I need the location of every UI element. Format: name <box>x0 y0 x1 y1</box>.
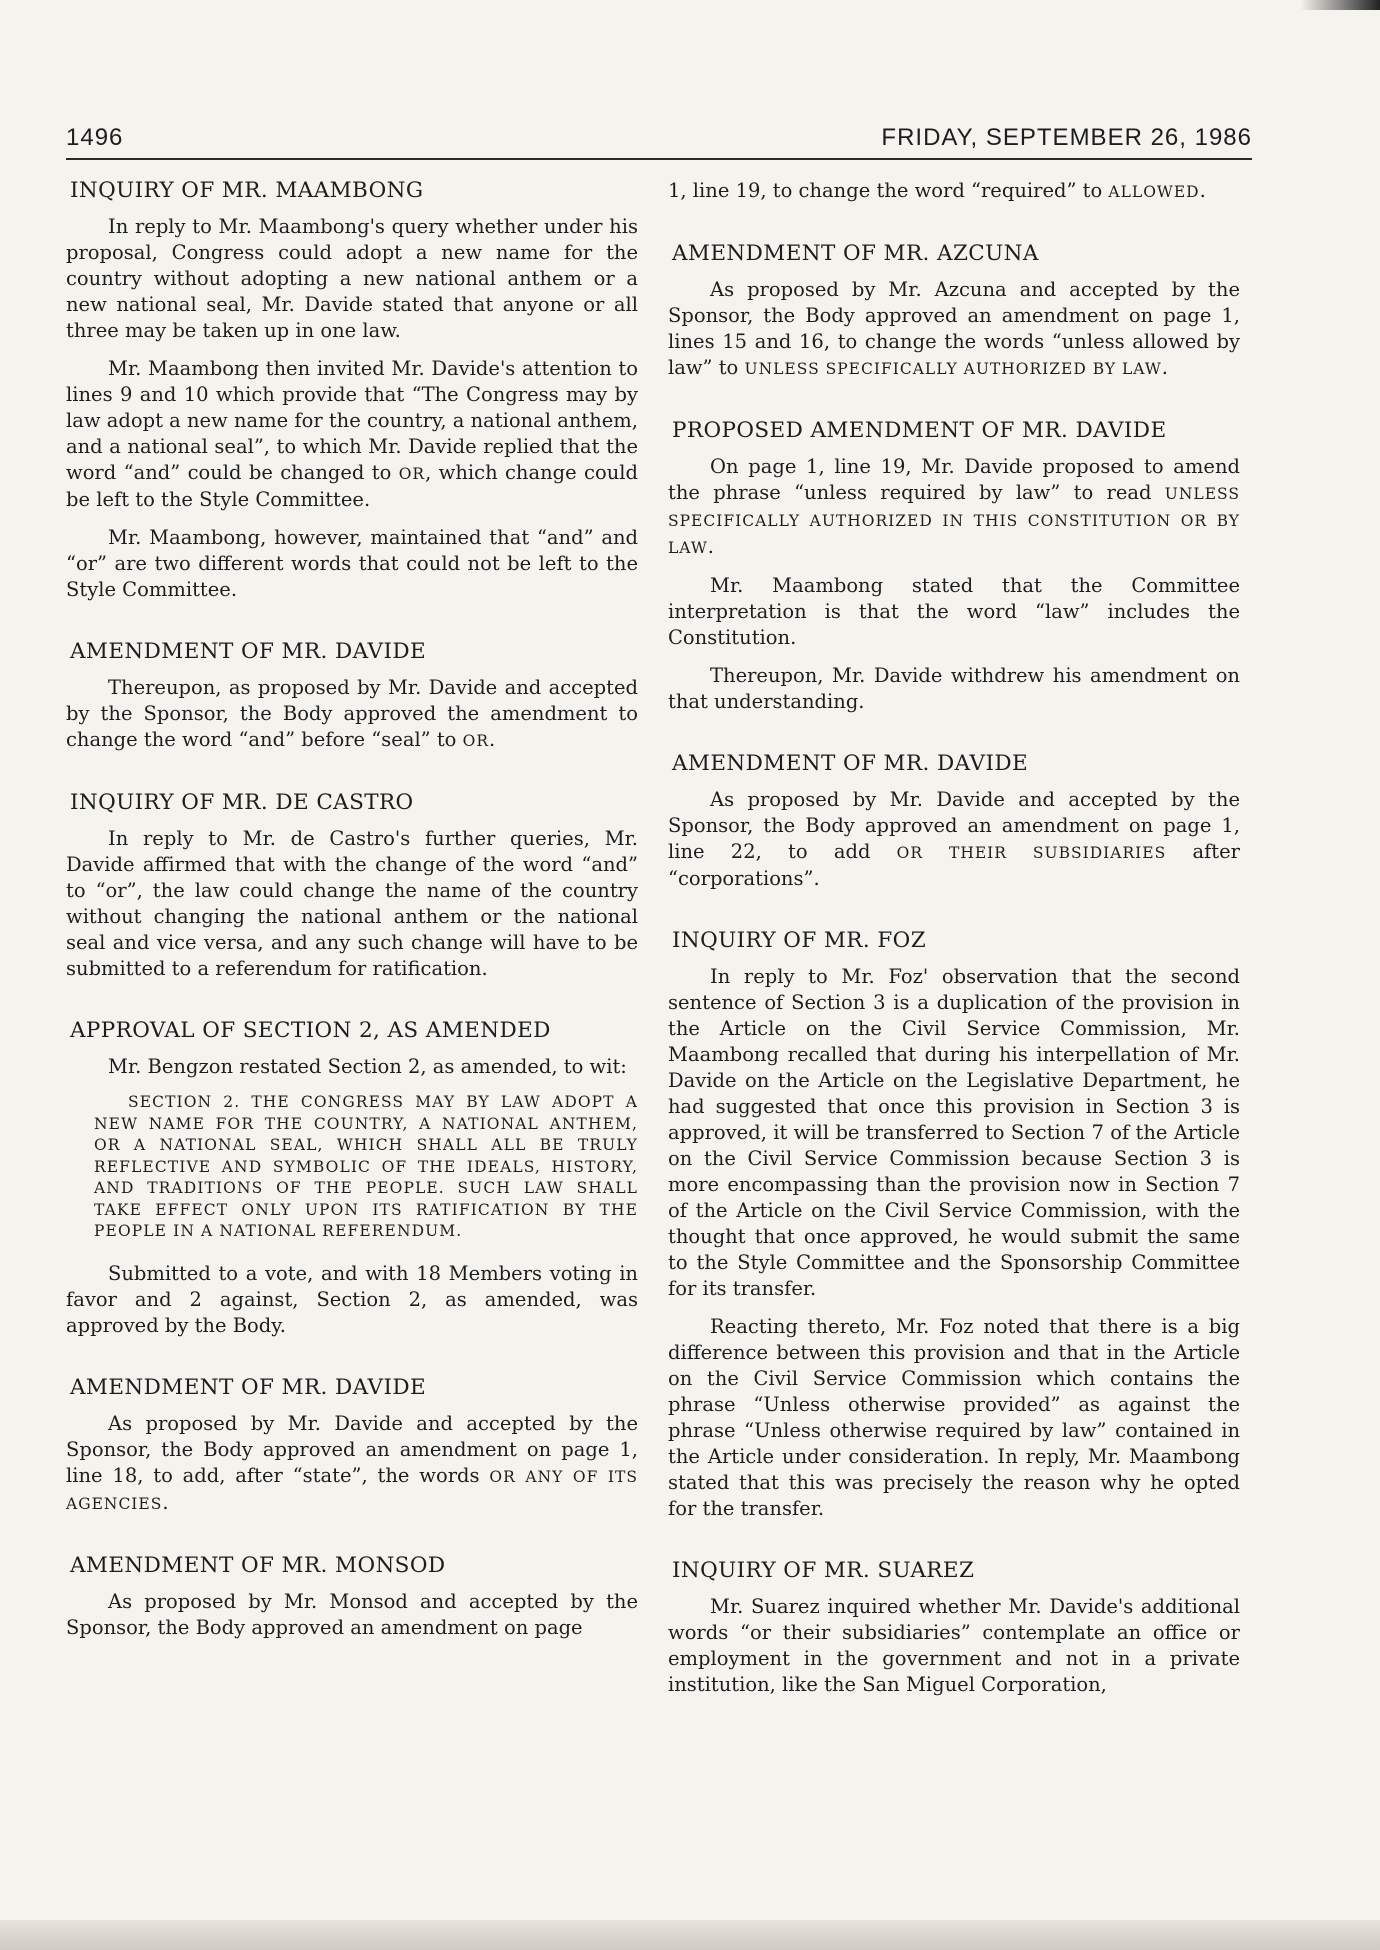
left-column <box>66 178 638 1653</box>
section-amendment-davide-2 <box>66 1375 638 1517</box>
section-heading: INQUIRY OF MR. MAAMBONG <box>70 178 424 203</box>
section-heading: INQUIRY OF MR. SUAREZ <box>672 1558 975 1583</box>
section-inquiry-foz <box>668 928 1240 1522</box>
section-heading: AMENDMENT OF MR. AZCUNA <box>672 241 1039 266</box>
paragraph: Thereupon, as proposed by Mr. Davide and accepted by the Sponsor, the Body approved the amendment to change the word “and” before “seal” to OR. <box>66 676 638 751</box>
paragraph: As proposed by Mr. Monsod and accepted by the Sponsor, the Body approved an amendment on page <box>66 1589 638 1639</box>
paragraph: Thereupon, Mr. Davide withdrew his amendment on that understanding. <box>668 664 1240 713</box>
scan-edge-mark <box>1300 0 1380 10</box>
paragraph: In reply to Mr. Foz' observation that the second sentence of Section 3 is a duplication of the provision in the Article on the Civil Service Commission, Mr. Maambong recalled that during his interpellation of Mr. Davide on the Article on the Legislative Department, he had suggested that once this provision in Section 3 is approved, it will be transferred to Section 7 of the Article on the Civil Service Commission because Section 3 is more encompassing than the provision now in Section 7 of the Article on the Civil Service Commission, with the thought that once approved, he would submit the same to the Style Committee and the Sponsorship Committee for its transfer. <box>668 965 1240 1300</box>
scan-footer-strip <box>0 1920 1380 1950</box>
section-inquiry-maambong <box>66 178 638 603</box>
paragraph: Mr. Maambong then invited Mr. Davide's attention to lines 9 and 10 which provide that “The Congress may by law adopt a new name for the country, a national anthem, and a national seal”, to which Mr. Davide replied that the word “and” could be changed to OR, which change could be left to the Style Committee. <box>66 357 638 511</box>
quoted-section-text: SECTION 2. THE CONGRESS MAY BY LAW ADOPT A NEW NAME FOR THE COUNTRY, A NATIONAL ANTHEM, OR A NATIONAL SEAL, WHICH SHALL ALL BE TRULY REFLECTIVE AND SYMBOLIC OF THE IDEALS, HISTORY, AND TRADITIONS OF THE PEOPLE. SUCH LAW SHALL TAKE EFFECT ONLY UPON ITS RATIFICATION BY THE PEOPLE IN A NATIONAL REFERENDUM. <box>94 1093 638 1240</box>
paragraph: Submitted to a vote, and with 18 Members voting in favor and 2 against, Section 2, as amended, was approved by the Body. <box>66 1261 638 1337</box>
paragraph: As proposed by Mr. Davide and accepted by the Sponsor, the Body approved an amendment on page 1, line 22, to add OR THEIR SUBSIDIARIES after “corporations”. <box>668 788 1240 890</box>
paragraph: Mr. Maambong stated that the Committee interpretation is that the word “law” includes the Constitution. <box>668 574 1240 649</box>
section-amendment-davide-1 <box>66 639 638 754</box>
paragraph: As proposed by Mr. Davide and accepted by the Sponsor, the Body approved an amendment on page 1, line 18, to add, after “state”, the words OR ANY OF ITS AGENCIES. <box>66 1411 638 1514</box>
paragraph: In reply to Mr. Maambong's query whether under his proposal, Congress could adopt a new name for the country without adopting a new national anthem or a new national seal, Mr. Davide stated that anyone or all three may be taken up in one law. <box>66 215 638 342</box>
paragraph: Mr. Suarez inquired whether Mr. Davide's additional words “or their subsidiaries” contemplate an office or employment in the government and not in a private institution, like the San Miguel Corporation, <box>668 1595 1240 1696</box>
section-heading: INQUIRY OF MR. DE CASTRO <box>70 790 414 815</box>
continued-paragraph <box>668 178 1240 205</box>
section-inquiry-suarez <box>668 1558 1240 1698</box>
section-inquiry-de-castro <box>66 790 638 982</box>
section-approval-section-2 <box>66 1018 638 1339</box>
section-amendment-monsod <box>66 1553 638 1641</box>
paragraph: Reacting thereto, Mr. Foz noted that there is a big difference between this provision and that in the Article on the Civil Service Commission which contains the phrase “Unless otherwise provided” as against the phrase “Unless otherwise required by law” contained in the Article under consideration. In reply, Mr. Maambong stated that this was precisely the reason why he opted for the transfer. <box>668 1315 1240 1520</box>
section-heading: AMENDMENT OF MR. DAVIDE <box>70 639 427 664</box>
right-column <box>668 178 1240 1710</box>
section-heading: AMENDMENT OF MR. DAVIDE <box>672 751 1029 776</box>
paragraph: 1, line 19, to change the word “required” to ALLOWED. <box>668 179 1206 202</box>
section-heading: AMENDMENT OF MR. MONSOD <box>70 1552 446 1578</box>
paragraph: As proposed by Mr. Azcuna and accepted by the Sponsor, the Body approved an amendment on page 1, lines 15 and 16, to change the words “unless allowed by law” to UNLESS SPECIFICALLY AUTHORIZED BY LAW. <box>668 278 1240 379</box>
section-heading: APPROVAL OF SECTION 2, AS AMENDED <box>70 1018 551 1043</box>
paragraph: On page 1, line 19, Mr. Davide proposed to amend the phrase “unless required by law” to read UNLESS SPECIFICALLY AUTHORIZED IN THIS CONSTITUTION OR BY LAW. <box>668 455 1240 558</box>
page-header <box>66 122 1252 160</box>
page-date: FRIDAY, SEPTEMBER 26, 1986 <box>881 124 1252 151</box>
paragraph: In reply to Mr. de Castro's further queries, Mr. Davide affirmed that with the change of the word “and” to “or”, the law could change the name of the country without changing the national anthem or the national seal and vice versa, and any such change will have to be submitted to a referendum for ratification. <box>66 827 638 980</box>
section-heading: AMENDMENT OF MR. DAVIDE <box>70 1374 427 1400</box>
section-proposed-amendment-davide <box>668 418 1240 715</box>
section-amendment-davide-3 <box>668 751 1240 892</box>
paragraph: Mr. Bengzon restated Section 2, as amended, to wit: <box>108 1055 627 1078</box>
paragraph: Mr. Maambong, however, maintained that “and” and “or” are two different words that could not be left to the Style Committee. <box>66 526 638 601</box>
page-number: 1496 <box>66 124 124 151</box>
section-heading: PROPOSED AMENDMENT OF MR. DAVIDE <box>672 418 1167 443</box>
section-heading: INQUIRY OF MR. FOZ <box>672 928 927 953</box>
section-amendment-azcuna <box>668 241 1240 382</box>
